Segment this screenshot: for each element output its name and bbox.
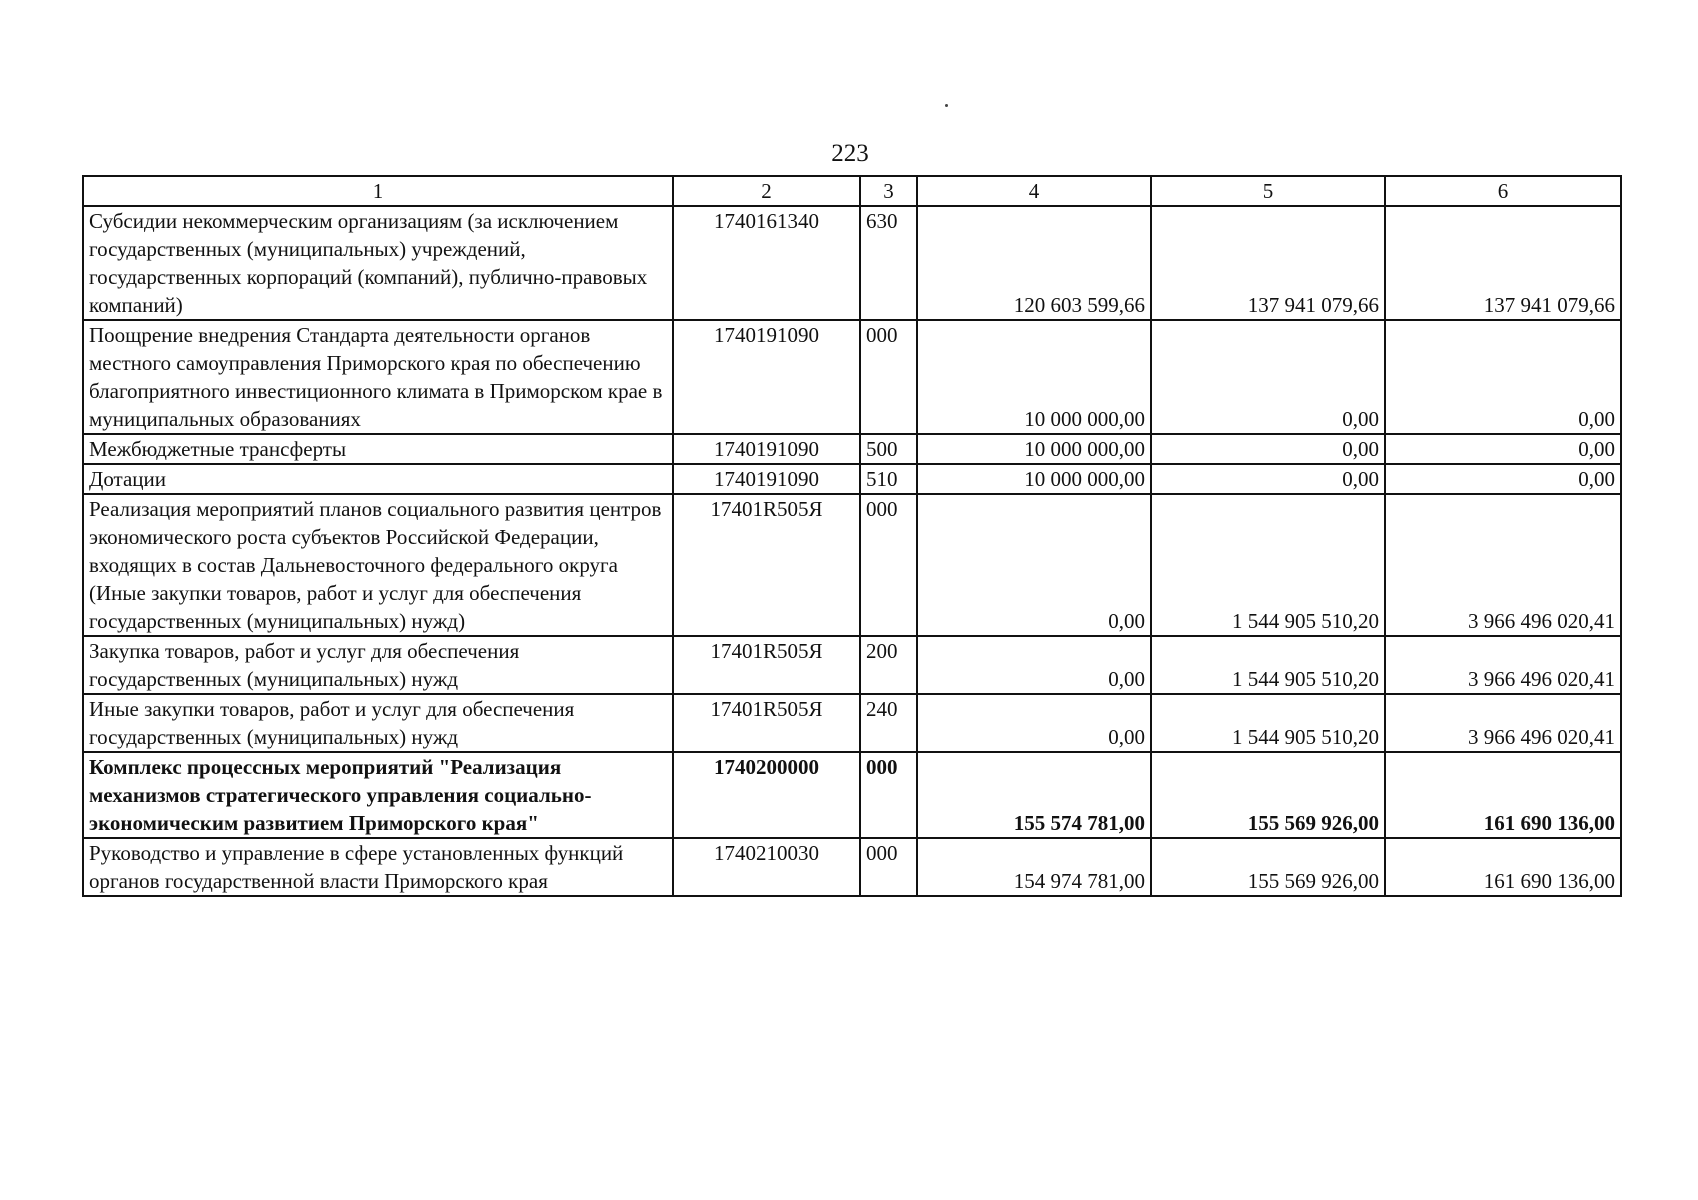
row-value-4: 0,00 [917, 494, 1151, 636]
row-value-5: 1 544 905 510,20 [1151, 636, 1385, 694]
row-value-5: 0,00 [1151, 464, 1385, 494]
column-header: 1 [83, 176, 673, 206]
row-name: Комплекс процессных мероприятий "Реализация механизмов стратегического управления социально-экономическим развитием Приморского края" [83, 752, 673, 838]
column-header: 3 [860, 176, 917, 206]
row-value-6: 0,00 [1385, 320, 1621, 434]
page-number: 223 [831, 140, 869, 167]
row-name: Дотации [83, 464, 673, 494]
row-value-4: 10 000 000,00 [917, 464, 1151, 494]
row-value-6: 161 690 136,00 [1385, 838, 1621, 896]
column-header: 2 [673, 176, 860, 206]
row-value-6: 3 966 496 020,41 [1385, 636, 1621, 694]
row-value-6: 3 966 496 020,41 [1385, 494, 1621, 636]
row-type: 240 [860, 694, 917, 752]
row-type: 630 [860, 206, 917, 320]
row-value-6: 0,00 [1385, 434, 1621, 464]
table-row [83, 694, 1621, 752]
row-value-5: 1 544 905 510,20 [1151, 494, 1385, 636]
row-value-4: 154 974 781,00 [917, 838, 1151, 896]
row-type: 000 [860, 838, 917, 896]
row-name: Закупка товаров, работ и услуг для обеспечения государственных (муниципальных) нужд [83, 636, 673, 694]
row-code: 17401R505Я [673, 636, 860, 694]
row-name: Поощрение внедрения Стандарта деятельности органов местного самоуправления Приморского края по обеспечению благоприятного инвестиционного климата в Приморском крае в муниципальных образованиях [83, 320, 673, 434]
row-code: 17401R505Я [673, 494, 860, 636]
table-row [83, 464, 1621, 494]
row-value-5: 1 544 905 510,20 [1151, 694, 1385, 752]
row-name: Руководство и управление в сфере установленных функций органов государственной власти Приморского края [83, 838, 673, 896]
row-value-5: 155 569 926,00 [1151, 838, 1385, 896]
row-value-6: 0,00 [1385, 464, 1621, 494]
column-header: 5 [1151, 176, 1385, 206]
row-type: 000 [860, 320, 917, 434]
row-value-4: 10 000 000,00 [917, 320, 1151, 434]
scan-speck [945, 104, 948, 107]
row-type: 500 [860, 434, 917, 464]
row-value-5: 0,00 [1151, 320, 1385, 434]
row-type: 510 [860, 464, 917, 494]
row-value-6: 137 941 079,66 [1385, 206, 1621, 320]
row-code: 1740200000 [673, 752, 860, 838]
row-value-5: 155 569 926,00 [1151, 752, 1385, 838]
row-value-4: 120 603 599,66 [917, 206, 1151, 320]
row-name: Иные закупки товаров, работ и услуг для обеспечения государственных (муниципальных) нужд [83, 694, 673, 752]
row-code: 1740191090 [673, 464, 860, 494]
table-row [83, 838, 1621, 896]
row-type: 200 [860, 636, 917, 694]
row-type: 000 [860, 752, 917, 838]
row-value-5: 0,00 [1151, 434, 1385, 464]
column-header: 4 [917, 176, 1151, 206]
row-value-4: 0,00 [917, 636, 1151, 694]
row-code: 1740210030 [673, 838, 860, 896]
row-code: 1740161340 [673, 206, 860, 320]
row-value-6: 161 690 136,00 [1385, 752, 1621, 838]
row-code: 1740191090 [673, 320, 860, 434]
row-type: 000 [860, 494, 917, 636]
row-code: 1740191090 [673, 434, 860, 464]
table-row [83, 434, 1621, 464]
row-value-5: 137 941 079,66 [1151, 206, 1385, 320]
row-name: Реализация мероприятий планов социального развития центров экономического роста субъектов Российской Федерации, входящих в состав Дальневосточного федерального округа (Иные закупки товаров, работ и услуг для обеспечения государственных (муниципальных) нужд) [83, 494, 673, 636]
column-header: 6 [1385, 176, 1621, 206]
table-header-row [83, 176, 1621, 206]
table-row [83, 494, 1621, 636]
table-row [83, 752, 1621, 838]
row-value-4: 155 574 781,00 [917, 752, 1151, 838]
row-name: Межбюджетные трансферты [83, 434, 673, 464]
row-value-6: 3 966 496 020,41 [1385, 694, 1621, 752]
table-row [83, 636, 1621, 694]
row-name: Субсидии некоммерческим организациям (за исключением государственных (муниципальных) учреждений, государственных корпораций (компаний), публично-правовых компаний) [83, 206, 673, 320]
table-row [83, 206, 1621, 320]
row-value-4: 0,00 [917, 694, 1151, 752]
budget-table [82, 175, 1622, 897]
table-row [83, 320, 1621, 434]
row-code: 17401R505Я [673, 694, 860, 752]
row-value-4: 10 000 000,00 [917, 434, 1151, 464]
